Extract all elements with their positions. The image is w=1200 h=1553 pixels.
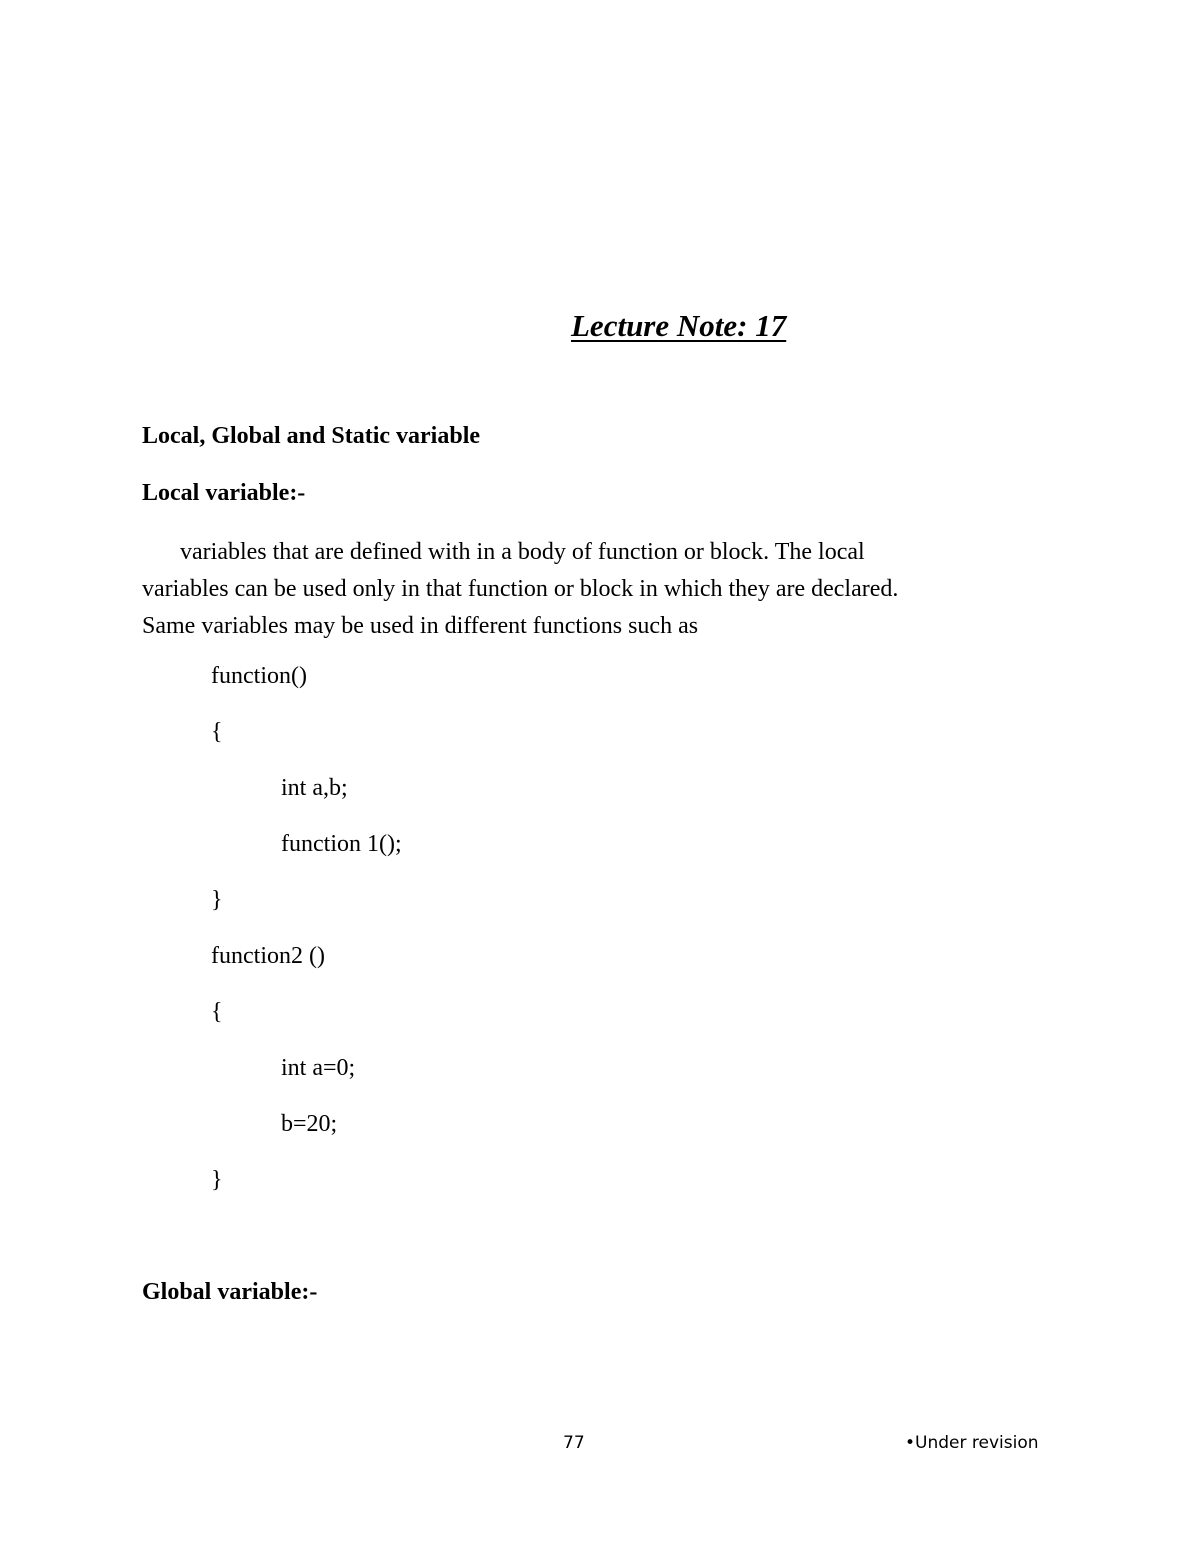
local-variable-heading: Local variable:- bbox=[142, 480, 306, 506]
paragraph-line-3: Same variables may be used in different functions such as bbox=[142, 613, 699, 639]
revision-note: •Under revision bbox=[905, 1433, 1039, 1453]
page-title: Lecture Note: 17 bbox=[571, 308, 787, 343]
code-line-9: b=20; bbox=[281, 1111, 338, 1137]
code-line-2: { bbox=[211, 719, 223, 745]
paragraph-line-2: variables can be used only in that function or block in which they are declared. bbox=[142, 576, 899, 602]
global-variable-heading: Global variable:- bbox=[142, 1279, 318, 1305]
code-line-6: function2 () bbox=[211, 943, 325, 969]
code-line-5: } bbox=[211, 887, 223, 913]
code-line-3: int a,b; bbox=[281, 775, 348, 801]
code-line-1: function() bbox=[211, 663, 307, 689]
code-line-8: int a=0; bbox=[281, 1055, 356, 1081]
code-line-4: function 1(); bbox=[281, 831, 402, 857]
local-variable-paragraph bbox=[142, 534, 1042, 645]
paragraph-line-1: variables that are defined with in a body of function or block. The local bbox=[180, 539, 865, 565]
code-line-7: { bbox=[211, 999, 223, 1025]
page-number: 77 bbox=[563, 1433, 585, 1453]
code-line-10: } bbox=[211, 1167, 223, 1193]
section-heading: Local, Global and Static variable bbox=[142, 423, 481, 449]
